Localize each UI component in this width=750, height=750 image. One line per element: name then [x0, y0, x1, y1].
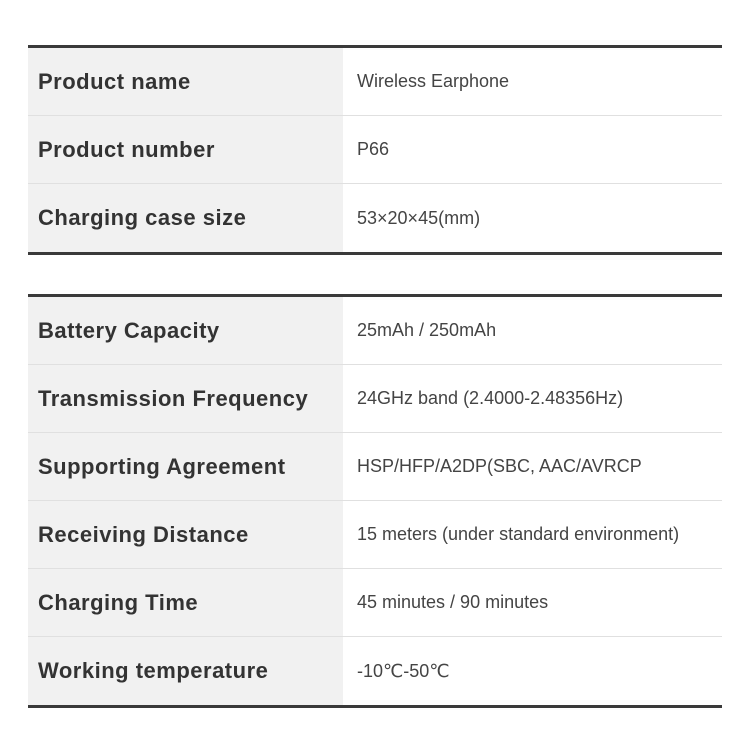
product-info-table [28, 45, 722, 255]
spec-label: Working temperature [28, 637, 343, 705]
spec-label: Battery Capacity [28, 297, 343, 364]
spec-row-charging-time [28, 569, 722, 637]
spec-value: 53×20×45(mm) [343, 184, 722, 252]
spec-row-receiving-distance [28, 501, 722, 569]
spec-label: Charging Time [28, 569, 343, 636]
spec-label: Supporting Agreement [28, 433, 343, 500]
spec-label: Charging case size [28, 184, 343, 252]
spec-label: Transmission Frequency [28, 365, 343, 432]
spec-value: 15 meters (under standard environment) [343, 501, 722, 568]
spec-value: 25mAh / 250mAh [343, 297, 722, 364]
spec-value: 24GHz band (2.4000-2.48356Hz) [343, 365, 722, 432]
spec-row-product-number [28, 116, 722, 184]
spec-row-working-temperature [28, 637, 722, 705]
spec-label: Product name [28, 48, 343, 115]
spec-value: -10℃-50℃ [343, 637, 722, 705]
spec-value: P66 [343, 116, 722, 183]
technical-specs-table [28, 294, 722, 708]
spec-row-battery-capacity [28, 297, 722, 365]
spec-row-supporting-agreement [28, 433, 722, 501]
spec-row-transmission-frequency [28, 365, 722, 433]
spec-label: Product number [28, 116, 343, 183]
spec-label: Receiving Distance [28, 501, 343, 568]
spec-value: 45 minutes / 90 minutes [343, 569, 722, 636]
spec-value: Wireless Earphone [343, 48, 722, 115]
spec-row-charging-case-size [28, 184, 722, 252]
spec-row-product-name [28, 48, 722, 116]
spec-value: HSP/HFP/A2DP(SBC, AAC/AVRCP [343, 433, 722, 500]
